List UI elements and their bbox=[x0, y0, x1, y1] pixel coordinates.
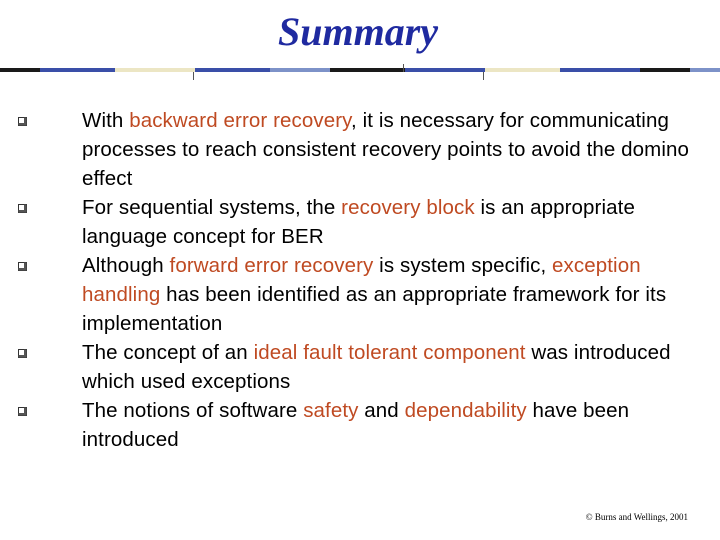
highlighted-term: backward error recovery bbox=[129, 109, 351, 132]
highlighted-term: forward error recovery bbox=[169, 254, 374, 277]
bullet-text: is system specific, bbox=[373, 254, 553, 277]
highlighted-term: recovery block bbox=[341, 196, 475, 219]
copyright-footer: © Burns and Wellings, 2001 bbox=[585, 512, 688, 522]
bullet-item bbox=[82, 106, 712, 193]
bullet-item bbox=[82, 338, 712, 396]
highlighted-term: ideal fault tolerant component bbox=[253, 341, 526, 364]
bullet-text: Although bbox=[82, 254, 170, 277]
square-bullet-icon bbox=[18, 349, 27, 358]
square-bullet-icon bbox=[18, 407, 27, 416]
title-divider bbox=[0, 64, 720, 80]
slide-title: Summary bbox=[277, 9, 439, 54]
bullet-text: was introduced which used exceptions bbox=[82, 341, 671, 393]
bullet-text: With bbox=[82, 109, 130, 132]
bullet-text: The concept of an bbox=[82, 341, 254, 364]
bullet-text: , it is necessary for communicating processes to reach consistent recovery points to avoid the domino effect bbox=[82, 109, 690, 190]
square-bullet-icon bbox=[18, 117, 27, 126]
bullet-text: For sequential systems, the bbox=[82, 196, 342, 219]
bullet-text: The notions of software bbox=[82, 399, 304, 422]
bullet-list bbox=[82, 106, 712, 454]
bullet-text: is an appropriate language concept for BER bbox=[82, 196, 635, 248]
bullet-text: and bbox=[358, 399, 405, 422]
square-bullet-icon bbox=[18, 262, 27, 271]
bullet-text: have been introduced bbox=[82, 399, 630, 451]
highlighted-term: safety bbox=[303, 399, 359, 422]
highlighted-term: dependability bbox=[404, 399, 527, 422]
highlighted-term: exception handling bbox=[82, 254, 641, 306]
bullet-item bbox=[82, 193, 712, 251]
square-bullet-icon bbox=[18, 204, 27, 213]
bullet-item bbox=[82, 396, 712, 454]
bullet-text: has been identified as an appropriate framework for its implementation bbox=[82, 283, 667, 335]
bullet-item bbox=[82, 251, 712, 338]
